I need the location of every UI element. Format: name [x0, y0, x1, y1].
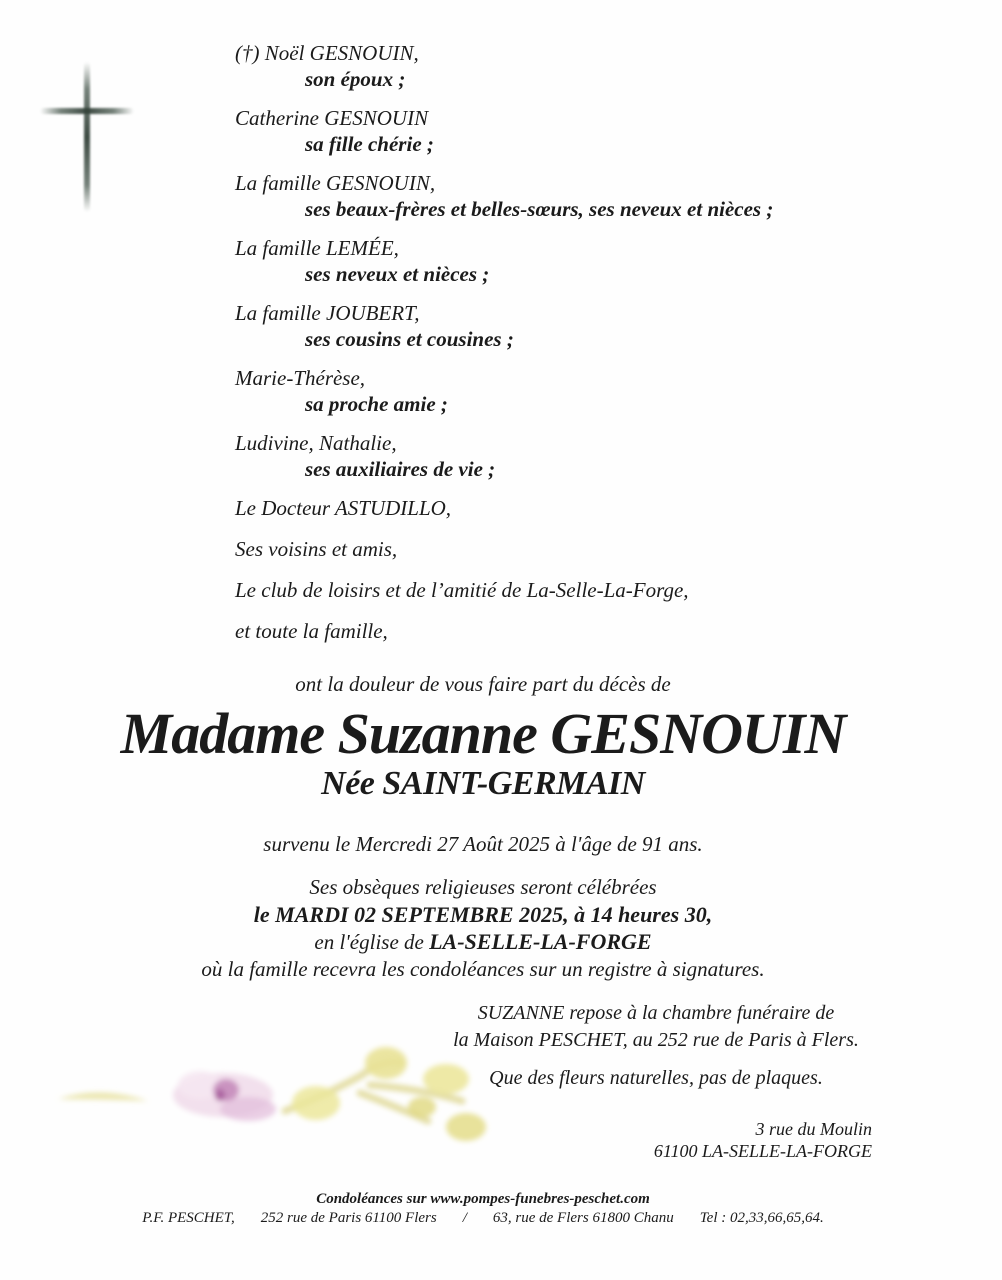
family-entry [235, 170, 935, 222]
funeral-home-contact-line [0, 1209, 966, 1227]
family-entry [235, 300, 935, 352]
entry-neighbors: Ses voisins et amis, [235, 537, 398, 561]
address-line-1: 3 rue du Moulin [755, 1119, 872, 1139]
footer-phone: Tel : 02,33,66,65,64. [699, 1210, 824, 1226]
family-entry-relation: ses beaux-frères et belles-sœurs, ses neveux et nièces ; [305, 197, 774, 221]
footer-address-1: 252 rue de Paris 61100 Flers [260, 1210, 437, 1226]
deceased-name: Madame Suzanne GESNOUIN [120, 701, 846, 766]
family-entry-name: Catherine GESNOUIN [235, 106, 429, 130]
cross-horizontal-bar [40, 108, 134, 114]
family-entry-relation: sa fille chérie ; [305, 132, 434, 156]
family-entry-relation: ses auxiliaires de vie ; [305, 457, 496, 481]
cross-vertical-bar [84, 62, 90, 212]
repose-line-1: SUZANNE repose à la chambre funéraire de [477, 1002, 835, 1024]
announcement-section [0, 670, 966, 983]
orchid-flower-image [30, 1035, 500, 1165]
service-line-2: le MARDI 02 SEPTEMBRE 2025, à 14 heures 30, [253, 902, 713, 927]
family-entry-name: Marie-Thérèse, [235, 366, 366, 390]
service-line-1: Ses obsèques religieuses seront célébrées [309, 875, 657, 899]
footer-separator: / [462, 1210, 467, 1226]
service-church-name: LA-SELLE-LA-FORGE [429, 929, 652, 954]
family-list [235, 40, 935, 659]
service-details [0, 874, 966, 983]
family-entry-name: (†) Noël GESNOUIN, [235, 41, 419, 65]
maiden-name: Née SAINT-GERMAIN [321, 765, 645, 802]
footer [0, 1190, 966, 1227]
entry-club: Le club de loisirs et de l’amitié de La-Selle-La-Forge, [235, 578, 689, 602]
repose-line-2: la Maison PESCHET, au 252 rue de Paris à Flers. [453, 1029, 859, 1051]
family-entry-name: Ludivine, Nathalie, [235, 431, 397, 455]
family-entry-relation: ses cousins et cousines ; [305, 327, 514, 351]
family-entry [235, 365, 935, 417]
footer-address-2: 63, rue de Flers 61800 Chanu [492, 1210, 674, 1226]
family-entry-relation: sa proche amie ; [305, 392, 448, 416]
family-entry-name: La famille LEMÉE, [235, 236, 399, 260]
repose-section [440, 1000, 872, 1092]
family-entry-name: La famille JOUBERT, [235, 301, 420, 325]
family-entry-name: La famille GESNOUIN, [235, 171, 436, 195]
entry-doctor: Le Docteur ASTUDILLO, [235, 496, 452, 520]
family-entry-relation: son époux ; [305, 67, 406, 91]
memorial-cross-icon [0, 0, 200, 260]
address-line-2: 61100 LA-SELLE-LA-FORGE [653, 1141, 872, 1161]
funeral-home-address [654, 1118, 872, 1162]
service-line-3-prefix: en l'église de [314, 930, 430, 954]
service-line-3 [0, 928, 966, 956]
service-line-4: où la famille recevra les condoléances sur un registre à signatures. [201, 957, 765, 981]
family-entry [235, 235, 935, 287]
family-entry [235, 105, 935, 157]
flowers-request-line: Que des fleurs naturelles, pas de plaques. [489, 1067, 823, 1089]
announcement-line: ont la douleur de vous faire part du décès de [295, 672, 671, 696]
family-entry [235, 430, 935, 482]
condolences-website-line: Condoléances sur www.pompes-funebres-peschet.com [316, 1191, 650, 1207]
family-entry [235, 40, 935, 92]
death-date-line: survenu le Mercredi 27 Août 2025 à l'âge de 91 ans. [263, 832, 703, 856]
entry-whole-family: et toute la famille, [235, 619, 388, 643]
family-entry-relation: ses neveux et nièces ; [305, 262, 490, 286]
footer-company: P.F. PESCHET, [142, 1210, 235, 1226]
